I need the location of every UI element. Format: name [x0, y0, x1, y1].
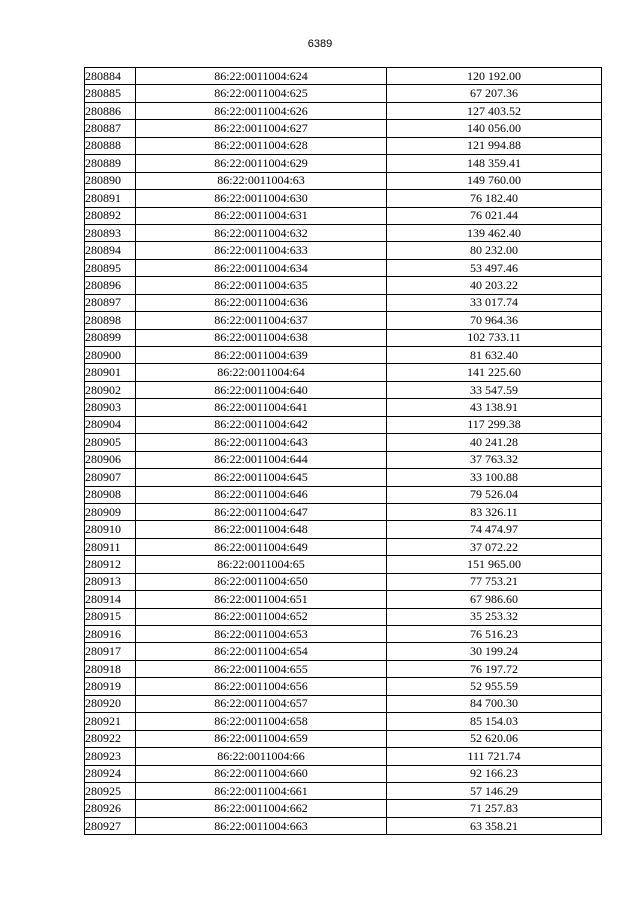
row-number-cell: 280902 — [85, 381, 136, 398]
cadastral-value-cell: 70 964.36 — [387, 312, 602, 329]
row-number-cell: 280911 — [85, 538, 136, 555]
table-row — [85, 312, 602, 329]
cadastral-number-cell: 86:22:0011004:651 — [136, 591, 387, 608]
row-number-cell: 280892 — [85, 207, 136, 224]
cadastral-value-cell: 40 241.28 — [387, 434, 602, 451]
cadastral-number-cell: 86:22:0011004:645 — [136, 469, 387, 486]
cadastral-value-cell: 43 138.91 — [387, 399, 602, 416]
table-row — [85, 695, 602, 712]
cadastral-number-cell: 86:22:0011004:641 — [136, 399, 387, 416]
table-row — [85, 277, 602, 294]
table-row — [85, 68, 602, 85]
row-number-cell: 280905 — [85, 434, 136, 451]
cadastral-number-cell: 86:22:0011004:639 — [136, 347, 387, 364]
row-number-cell: 280922 — [85, 730, 136, 747]
cadastral-number-cell: 86:22:0011004:649 — [136, 538, 387, 555]
cadastral-value-cell: 127 403.52 — [387, 102, 602, 119]
cadastral-value-cell: 67 207.36 — [387, 85, 602, 102]
cadastral-number-cell: 86:22:0011004:640 — [136, 381, 387, 398]
cadastral-number-cell: 86:22:0011004:644 — [136, 451, 387, 468]
cadastral-value-cell: 76 021.44 — [387, 207, 602, 224]
table-row — [85, 678, 602, 695]
table-row — [85, 660, 602, 677]
table-row — [85, 817, 602, 834]
row-number-cell: 280889 — [85, 155, 136, 172]
cadastral-value-cell: 76 197.72 — [387, 660, 602, 677]
row-number-cell: 280898 — [85, 312, 136, 329]
cadastral-value-cell: 77 753.21 — [387, 573, 602, 590]
cadastral-value-cell: 139 462.40 — [387, 224, 602, 241]
table-row — [85, 434, 602, 451]
table-row — [85, 364, 602, 381]
table-row — [85, 469, 602, 486]
cadastral-number-cell: 86:22:0011004:632 — [136, 224, 387, 241]
cadastral-value-cell: 85 154.03 — [387, 713, 602, 730]
cadastral-number-cell: 86:22:0011004:637 — [136, 312, 387, 329]
row-number-cell: 280920 — [85, 695, 136, 712]
cadastral-value-cell: 102 733.11 — [387, 329, 602, 346]
cadastral-number-cell: 86:22:0011004:661 — [136, 782, 387, 799]
table-row — [85, 347, 602, 364]
table-row — [85, 137, 602, 154]
cadastral-value-cell: 83 326.11 — [387, 503, 602, 520]
row-number-cell: 280907 — [85, 469, 136, 486]
row-number-cell: 280914 — [85, 591, 136, 608]
cadastral-number-cell: 86:22:0011004:654 — [136, 643, 387, 660]
cadastral-value-cell: 33 547.59 — [387, 381, 602, 398]
cadastral-number-cell: 86:22:0011004:63 — [136, 172, 387, 189]
cadastral-value-cell: 71 257.83 — [387, 800, 602, 817]
cadastral-number-cell: 86:22:0011004:64 — [136, 364, 387, 381]
table-row — [85, 626, 602, 643]
cadastral-value-cell: 40 203.22 — [387, 277, 602, 294]
cadastral-number-cell: 86:22:0011004:66 — [136, 748, 387, 765]
table-row — [85, 85, 602, 102]
row-number-cell: 280899 — [85, 329, 136, 346]
cadastral-value-cell: 63 358.21 — [387, 817, 602, 834]
table-row — [85, 294, 602, 311]
cadastral-value-cell: 92 166.23 — [387, 765, 602, 782]
row-number-cell: 280916 — [85, 626, 136, 643]
cadastral-number-cell: 86:22:0011004:628 — [136, 137, 387, 154]
cadastral-value-cell: 141 225.60 — [387, 364, 602, 381]
row-number-cell: 280917 — [85, 643, 136, 660]
table-row — [85, 155, 602, 172]
cadastral-number-cell: 86:22:0011004:65 — [136, 556, 387, 573]
cadastral-value-cell: 35 253.32 — [387, 608, 602, 625]
cadastral-value-cell: 37 072.22 — [387, 538, 602, 555]
row-number-cell: 280903 — [85, 399, 136, 416]
cadastral-value-cell: 121 994.88 — [387, 137, 602, 154]
cadastral-value-cell: 149 760.00 — [387, 172, 602, 189]
row-number-cell: 280910 — [85, 521, 136, 538]
table-row — [85, 190, 602, 207]
cadastral-number-cell: 86:22:0011004:656 — [136, 678, 387, 695]
cadastral-value-cell: 53 497.46 — [387, 259, 602, 276]
cadastral-number-cell: 86:22:0011004:635 — [136, 277, 387, 294]
row-number-cell: 280909 — [85, 503, 136, 520]
cadastral-value-cell: 57 146.29 — [387, 782, 602, 799]
cadastral-number-cell: 86:22:0011004:624 — [136, 68, 387, 85]
cadastral-number-cell: 86:22:0011004:652 — [136, 608, 387, 625]
row-number-cell: 280895 — [85, 259, 136, 276]
cadastral-number-cell: 86:22:0011004:650 — [136, 573, 387, 590]
table-row — [85, 556, 602, 573]
cadastral-value-cell: 148 359.41 — [387, 155, 602, 172]
cadastral-number-cell: 86:22:0011004:655 — [136, 660, 387, 677]
table-row — [85, 730, 602, 747]
table-row — [85, 643, 602, 660]
cadastral-number-cell: 86:22:0011004:658 — [136, 713, 387, 730]
cadastral-value-cell: 52 620.06 — [387, 730, 602, 747]
table-row — [85, 765, 602, 782]
cadastral-number-cell: 86:22:0011004:629 — [136, 155, 387, 172]
cadastral-value-cell: 79 526.04 — [387, 486, 602, 503]
row-number-cell: 280926 — [85, 800, 136, 817]
table-row — [85, 102, 602, 119]
cadastral-number-cell: 86:22:0011004:663 — [136, 817, 387, 834]
row-number-cell: 280913 — [85, 573, 136, 590]
table-row — [85, 242, 602, 259]
cadastral-number-cell: 86:22:0011004:657 — [136, 695, 387, 712]
row-number-cell: 280927 — [85, 817, 136, 834]
cadastral-number-cell: 86:22:0011004:636 — [136, 294, 387, 311]
row-number-cell: 280921 — [85, 713, 136, 730]
cadastral-number-cell: 86:22:0011004:647 — [136, 503, 387, 520]
cadastral-value-cell: 151 965.00 — [387, 556, 602, 573]
row-number-cell: 280900 — [85, 347, 136, 364]
cadastral-value-cell: 80 232.00 — [387, 242, 602, 259]
table-row — [85, 329, 602, 346]
cadastral-value-cell: 33 100.88 — [387, 469, 602, 486]
row-number-cell: 280896 — [85, 277, 136, 294]
table-row — [85, 120, 602, 137]
table-row — [85, 800, 602, 817]
cadastral-value-cell: 76 516.23 — [387, 626, 602, 643]
cadastral-number-cell: 86:22:0011004:646 — [136, 486, 387, 503]
table-row — [85, 486, 602, 503]
row-number-cell: 280886 — [85, 102, 136, 119]
row-number-cell: 280923 — [85, 748, 136, 765]
cadastral-value-cell: 140 056.00 — [387, 120, 602, 137]
cadastral-value-cell: 30 199.24 — [387, 643, 602, 660]
cadastral-value-cell: 120 192.00 — [387, 68, 602, 85]
cadastral-value-cell: 111 721.74 — [387, 748, 602, 765]
cadastral-number-cell: 86:22:0011004:653 — [136, 626, 387, 643]
table-body — [85, 68, 602, 835]
table-row — [85, 538, 602, 555]
row-number-cell: 280919 — [85, 678, 136, 695]
cadastral-value-cell: 117 299.38 — [387, 416, 602, 433]
cadastral-number-cell: 86:22:0011004:627 — [136, 120, 387, 137]
cadastral-number-cell: 86:22:0011004:643 — [136, 434, 387, 451]
cadastral-number-cell: 86:22:0011004:625 — [136, 85, 387, 102]
row-number-cell: 280888 — [85, 137, 136, 154]
cadastral-number-cell: 86:22:0011004:659 — [136, 730, 387, 747]
table-row — [85, 573, 602, 590]
table-row — [85, 782, 602, 799]
table-row — [85, 399, 602, 416]
cadastral-value-cell: 52 955.59 — [387, 678, 602, 695]
cadastral-value-cell: 74 474.97 — [387, 521, 602, 538]
table-row — [85, 207, 602, 224]
cadastral-value-cell: 84 700.30 — [387, 695, 602, 712]
cadastral-number-cell: 86:22:0011004:638 — [136, 329, 387, 346]
row-number-cell: 280908 — [85, 486, 136, 503]
row-number-cell: 280904 — [85, 416, 136, 433]
table-row — [85, 416, 602, 433]
row-number-cell: 280894 — [85, 242, 136, 259]
table-row — [85, 748, 602, 765]
table-row — [85, 451, 602, 468]
row-number-cell: 280918 — [85, 660, 136, 677]
cadastral-number-cell: 86:22:0011004:642 — [136, 416, 387, 433]
table-row — [85, 521, 602, 538]
cadastral-value-cell: 37 763.32 — [387, 451, 602, 468]
row-number-cell: 280901 — [85, 364, 136, 381]
row-number-cell: 280891 — [85, 190, 136, 207]
table-row — [85, 172, 602, 189]
row-number-cell: 280925 — [85, 782, 136, 799]
row-number-cell: 280885 — [85, 85, 136, 102]
row-number-cell: 280890 — [85, 172, 136, 189]
table-row — [85, 713, 602, 730]
cadastral-number-cell: 86:22:0011004:662 — [136, 800, 387, 817]
row-number-cell: 280884 — [85, 68, 136, 85]
table-row — [85, 591, 602, 608]
cadastral-number-cell: 86:22:0011004:631 — [136, 207, 387, 224]
cadastral-number-cell: 86:22:0011004:630 — [136, 190, 387, 207]
cadastral-number-cell: 86:22:0011004:626 — [136, 102, 387, 119]
cadastral-number-cell: 86:22:0011004:634 — [136, 259, 387, 276]
table-row — [85, 224, 602, 241]
cadastral-number-cell: 86:22:0011004:648 — [136, 521, 387, 538]
table-row — [85, 259, 602, 276]
table-row — [85, 608, 602, 625]
cadastral-value-table — [84, 67, 602, 835]
row-number-cell: 280897 — [85, 294, 136, 311]
row-number-cell: 280906 — [85, 451, 136, 468]
row-number-cell: 280912 — [85, 556, 136, 573]
cadastral-value-cell: 67 986.60 — [387, 591, 602, 608]
row-number-cell: 280915 — [85, 608, 136, 625]
cadastral-value-cell: 81 632.40 — [387, 347, 602, 364]
table-row — [85, 503, 602, 520]
cadastral-number-cell: 86:22:0011004:660 — [136, 765, 387, 782]
row-number-cell: 280887 — [85, 120, 136, 137]
cadastral-value-cell: 33 017.74 — [387, 294, 602, 311]
row-number-cell: 280893 — [85, 224, 136, 241]
cadastral-value-cell: 76 182.40 — [387, 190, 602, 207]
row-number-cell: 280924 — [85, 765, 136, 782]
cadastral-number-cell: 86:22:0011004:633 — [136, 242, 387, 259]
table-row — [85, 381, 602, 398]
page-number: 6389 — [307, 38, 333, 50]
